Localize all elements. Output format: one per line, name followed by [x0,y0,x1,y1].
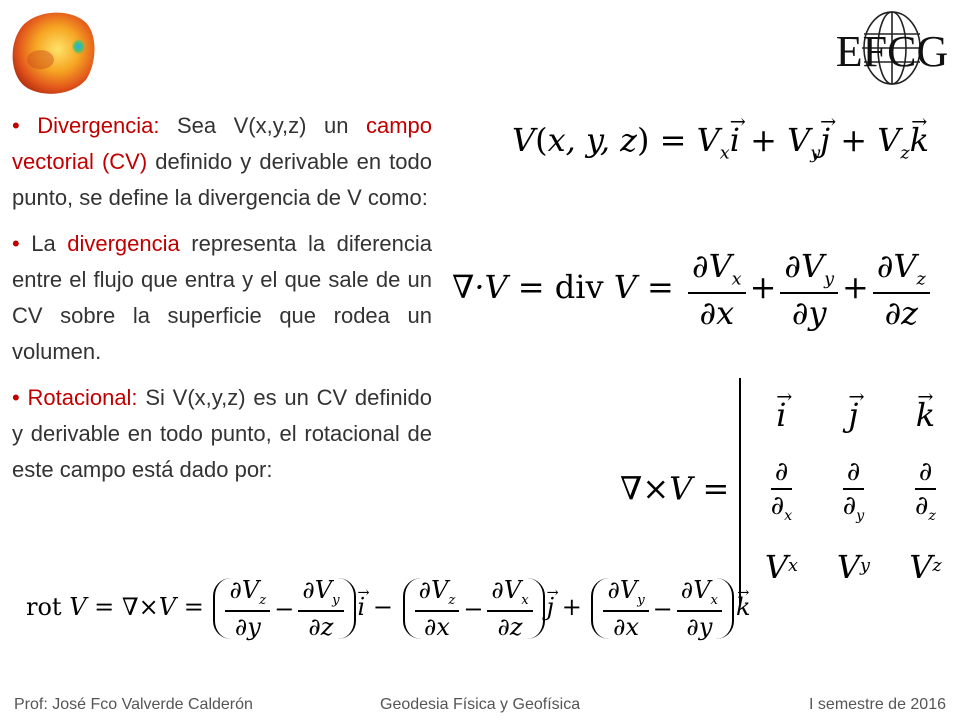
bullet-dot: • [12,231,32,256]
highlighted-text: divergencia [67,231,180,256]
rot-label: rot [26,593,62,621]
body-text: La [31,231,68,256]
bullet-divergencia-definition [12,108,432,216]
body-text: Sea V(x,y,z) un [159,113,366,138]
bullet-list [12,108,432,498]
footer-course: Geodesia Física y Geofísica [380,696,581,713]
curl-determinant-formula: ∇×V = → i → j → k $\frac{\partial}{\partial_x}$ $\frac{\partial}{\partial_y}$ $\frac{\partial}{\partial_z}$ V x V y V z [620,378,960,604]
highlighted-text: Rotacional: [27,385,138,410]
curl-expanded-formula: rot V = ∇×V = $\frac{\partial V_z}{\partial y}$ − $\frac{\partial V_y}{\partial z}$ → i − $\frac{\partial V_z}{\partial x}$ − $\frac{\partial V_x}{\partial z}$ → j + $\frac{\partial V_y}{\partial x}$ − $\frac{\partial V_x}{\partial y}$ → k [26,578,751,639]
highlighted-text: Divergencia: [37,113,160,138]
div-label: div [554,267,604,306]
footer-semester: I semestre de 2016 [809,696,946,713]
bullet-dot: • [12,113,38,138]
body-text: Si V(x,y,z) es un CV definido y derivable en todo punto, el rotacional de este campo está dado por: [12,385,432,482]
body-text: definido y derivable en todo punto, se define la divergencia de V como: [12,149,432,210]
logo-text: EFCG [835,27,949,76]
bullet-dot: • [12,385,28,410]
vector-field-formula: V(x, y, $z) = V_x\to i + V_y\to j + V_z\to k$ [512,124,929,163]
footer-author: Prof: José Fco Valverde Calderón [14,696,253,713]
geoid-image [4,4,100,100]
bullet-divergencia-meaning [12,226,432,370]
highlighted-text: campo vectorial (CV) [12,113,432,174]
divergence-formula: ∇·V = div V = $\frac{\partial V_x}{\partial x}$ + $\frac{\partial V_y}{\partial y}$ + $\frac{\partial V_z}{\partial z}$ [452,250,934,329]
bullet-rotacional-definition [12,380,432,488]
efcg-logo [828,4,956,94]
body-text: representa la diferencia entre el flujo que entra y el que sale de un CV sobre la superficie que rodea un volumen. [12,231,432,364]
